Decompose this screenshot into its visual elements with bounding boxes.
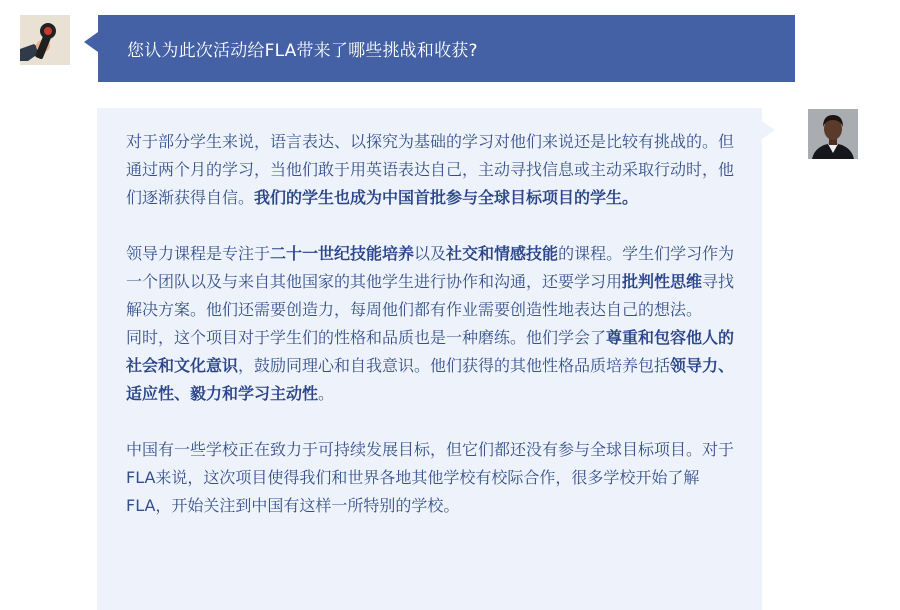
interviewer-avatar	[20, 15, 70, 65]
paragraph-spacer	[126, 408, 738, 436]
paragraph-text: 寻找解决方案。他们还需要创造力，每周他们都有作业需要创造性地表达自己的想法。	[126, 272, 735, 319]
paragraph-text: 以及	[414, 244, 447, 263]
paragraph-emphasis: 二十一世纪技能培养	[270, 244, 415, 263]
answer-paragraph-4: 中国有一些学校正在致力于可持续发展目标，但它们都还没有参与全球目标项目。对于FLA来说，这次项目使得我们和世界各地其他学校有校际合作，很多学校开始了解FLA，开始关注到中国有这样一所特别的学校。	[126, 440, 735, 515]
microphone-hand-icon	[20, 15, 70, 65]
paragraph-text: 对于部分学生来说，语言表达、以探究为基础的学习对他们来说还是比较有挑战的。但通过两个月的学习，当他们敢于用英语表达自己，主动寻找信息或主动采取行动时，他们逐渐获得自信。	[126, 132, 735, 207]
paragraph-text: ，鼓励同理心和自我意识。他们获得的其他性格品质培养包括	[238, 356, 671, 375]
paragraph-emphasis: 我们的学生也成为中国首批参与全球目标项目的学生。	[254, 188, 639, 207]
question-bubble	[98, 15, 795, 82]
paragraph-text: 。	[318, 384, 335, 403]
answer-paragraph-2	[126, 240, 738, 324]
answer-bubble	[97, 108, 762, 610]
person-photo-icon	[808, 109, 858, 159]
paragraph-text: 同时，这个项目对于学生们的性格和品质也是一种磨练。他们学会了	[126, 328, 607, 347]
paragraph-text: 的课程。学生们学习作为一个团队以及与来自其他国家的其他学生进行协作和沟通，还要学习用	[126, 244, 735, 291]
paragraph-text: 领导力课程是专注于	[126, 244, 271, 263]
answer-paragraph-1	[126, 128, 738, 212]
paragraph-emphasis: 尊重和包容他人的社会和文化意识	[126, 328, 735, 375]
answer-paragraph-3	[126, 324, 738, 408]
question-text: 您认为此次活动给FLA带来了哪些挑战和收获?	[127, 41, 478, 61]
paragraph-emphasis: 社交和情感技能	[446, 244, 559, 263]
paragraph-emphasis: 批判性思维	[622, 272, 703, 291]
paragraph-spacer	[126, 212, 738, 240]
paragraph-emphasis: 领导力、适应性、毅力和学习主动性	[126, 356, 735, 403]
interviewee-avatar	[808, 109, 858, 159]
